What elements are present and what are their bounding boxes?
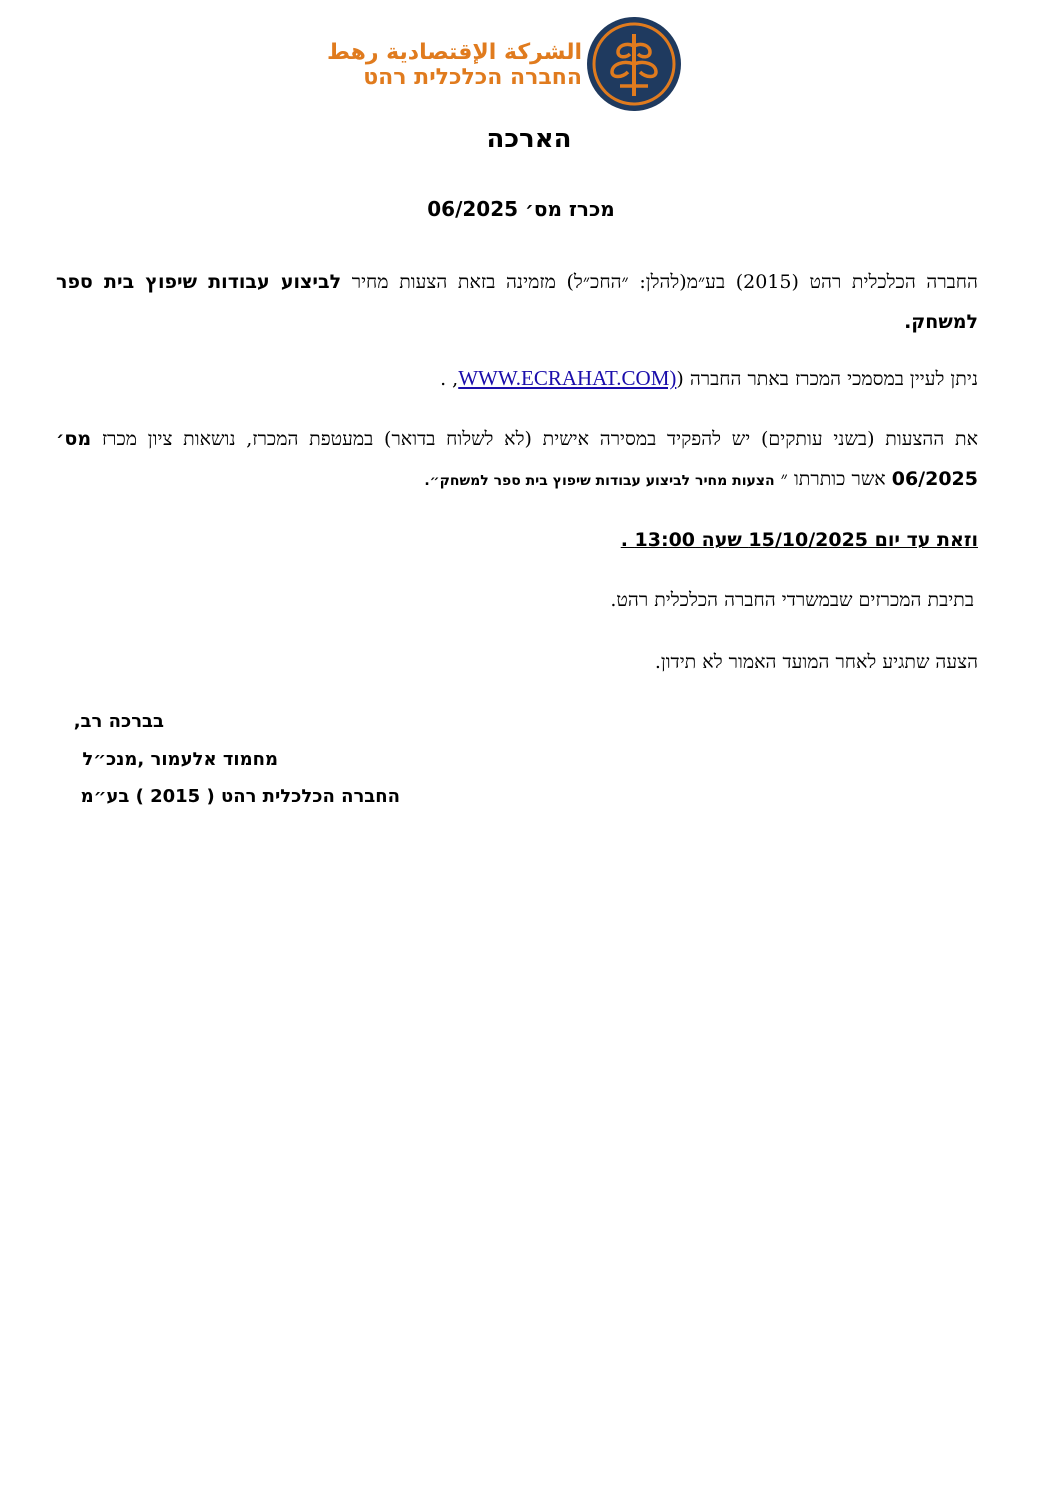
submission-paragraph: [56, 419, 978, 501]
page-title: הארכה: [486, 124, 572, 154]
company-logo: [327, 14, 690, 114]
tender-number-heading: מכרז מס׳ 06/2025: [427, 197, 615, 221]
submission-text: את ההצעות (בשני עותקים) יש להפקיד במסירה אישית (לא לשלוח בדואר) במעטפת המכרז, נושאות ציון מכרז: [91, 428, 978, 450]
logo-text: [327, 40, 582, 90]
submission-tender-number: מס׳ 06/2025: [56, 428, 978, 490]
submission-title-intro: אשר כותרתו ״: [774, 468, 892, 490]
logo-arabic-text: الشركة الإقتصادية رهط: [327, 40, 582, 65]
tree-emblem-icon: [586, 16, 682, 112]
deadline-line: וזאת עד יום 15/10/2025 שעה 13:00 .: [620, 529, 978, 551]
signature-greeting: בברכה רב,: [73, 711, 164, 732]
documents-text-end: , .: [440, 368, 459, 390]
tender-box-line: בתיבת המכרזים שבמשרדי החברה הכלכלית רהט.: [610, 589, 974, 611]
signature-company: החברה הכלכלית רהט ( 2015 ) בע״מ: [80, 786, 400, 807]
logo-hebrew-text: החברה הכלכלית רהט: [363, 65, 582, 90]
signature-name: מחמוד אלעמור ,מנכ״ל: [82, 749, 278, 770]
late-submission-note: הצעה שתגיע לאחר המועד האמור לא תידון.: [654, 651, 978, 673]
company-website-link[interactable]: WWW.ECRAHAT.COM): [458, 366, 677, 390]
invitation-text: החברה הכלכלית רהט (2015) בע״מ(להלן: ״החכ״ל) מזמינה בזאת הצעות מחיר: [341, 271, 978, 293]
documents-paragraph: [56, 358, 978, 399]
invitation-paragraph: [56, 262, 978, 342]
documents-text: ניתן לעיין במסמכי המכרז באתר החברה (: [676, 368, 978, 390]
invitation-subject: לביצוע עבודות שיפוץ בית ספר למשחק.: [56, 271, 978, 333]
submission-subject: הצעות מחיר לביצוע עבודות שיפוץ בית ספר למשחק״.: [424, 473, 775, 489]
